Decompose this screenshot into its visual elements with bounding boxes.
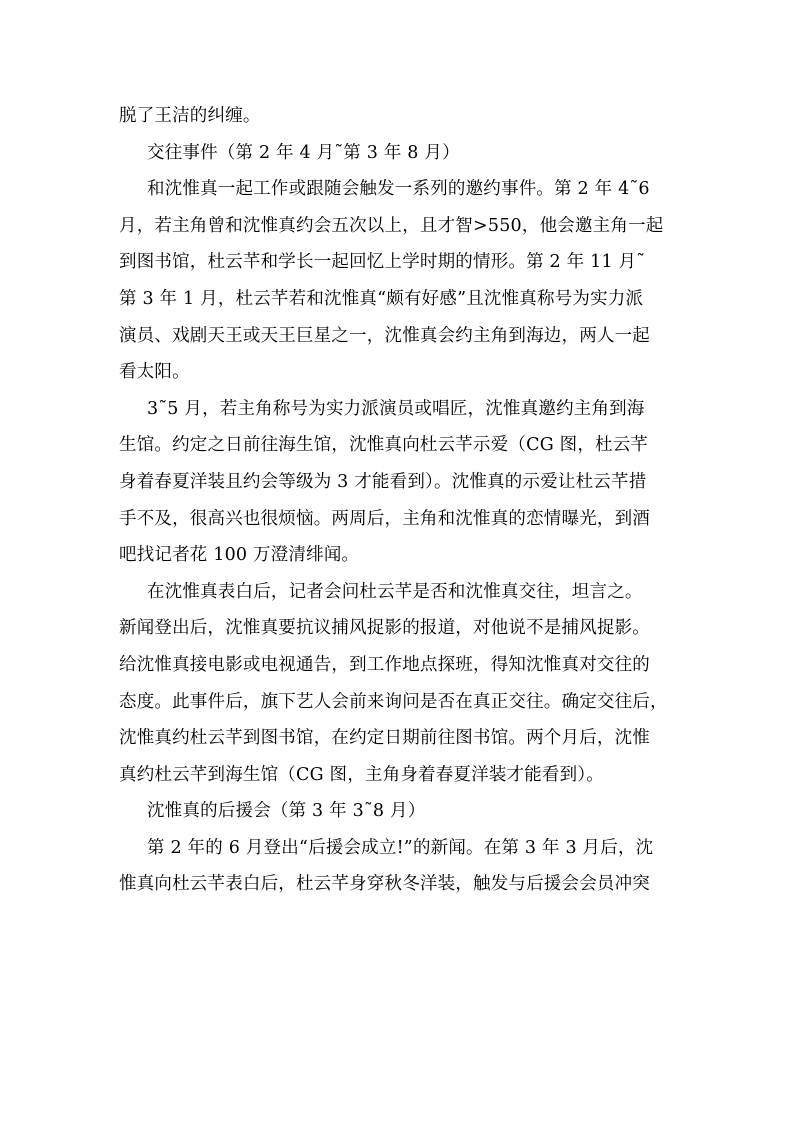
- text-line: 态度。此事件后，旗下艺人会前来询问是否在真正交往。确定交往后，: [119, 691, 668, 712]
- text-line: 到图书馆，杜云芊和学长一起回忆上学时期的情形。第 2 年 11 月˜: [119, 252, 646, 273]
- section-heading: 交往事件（第 2 年 4 月˜第 3 年 8 月）: [147, 142, 460, 163]
- text-line: 真约杜云芊到海生馆（CG 图，主角身着春夏洋装才能看到）。: [119, 764, 604, 785]
- text-line: 沈惟真约杜云芊到图书馆，在约定日期前往图书馆。两个月后，沈惟: [119, 728, 650, 749]
- document-page: [119, 98, 679, 903]
- section-heading: 沈惟真的后援会（第 3 年 3˜8 月）: [147, 801, 426, 822]
- text-line: 第 2 年的 6 月登出“后援会成立!”的新闻。在第 3 年 3 月后，沈: [147, 837, 654, 858]
- text-line: 在沈惟真表白后，记者会问杜云芊是否和沈惟真交往，坦言之。: [147, 581, 643, 602]
- text-line: 脱了王洁的纠缠。: [119, 106, 261, 126]
- text-line: 第 3 年 1 月，杜云芊若和沈惟真“颇有好感”且沈惟真称号为实力派: [119, 288, 644, 309]
- text-line: 3˜5 月，若主角称号为实力派演员或唱匠，沈惟真邀约主角到海: [147, 398, 645, 419]
- text-line: 惟真向杜云芊表白后，杜云芊身穿秋冬洋装，触发与后援会会员冲突: [119, 874, 650, 895]
- text-line: 生馆。约定之日前往海生馆，沈惟真向杜云芊示爱（CG 图，杜云芊: [119, 435, 649, 456]
- text-line: 手不及，很高兴也很烦恼。两周后，主角和沈惟真的恋情曝光，到酒: [119, 508, 650, 529]
- text-line: 看太阳。: [119, 362, 190, 383]
- text-line: 新闻登出后，沈惟真要抗议捕风捉影的报道，对他说不是捕风捉影。: [119, 618, 650, 639]
- text-line: 演员、戏剧天王或天王巨星之一，沈惟真会约主角到海边，两人一起: [119, 325, 650, 346]
- text-line: 月，若主角曾和沈惟真约会五次以上，且才智>550，他会邀主角一起: [119, 215, 664, 236]
- text-line: 给沈惟真接电影或电视通告，到工作地点探班，得知沈惟真对交往的: [119, 654, 650, 675]
- text-line: 和沈惟真一起工作或跟随会触发一系列的邀约事件。第 2 年 4˜6: [147, 179, 650, 200]
- text-line: 吧找记者花 100 万澄清绯闻。: [119, 545, 360, 566]
- text-line: 身着春夏洋装且约会等级为 3 才能看到）。沈惟真的示爱让杜云芊措: [119, 471, 647, 492]
